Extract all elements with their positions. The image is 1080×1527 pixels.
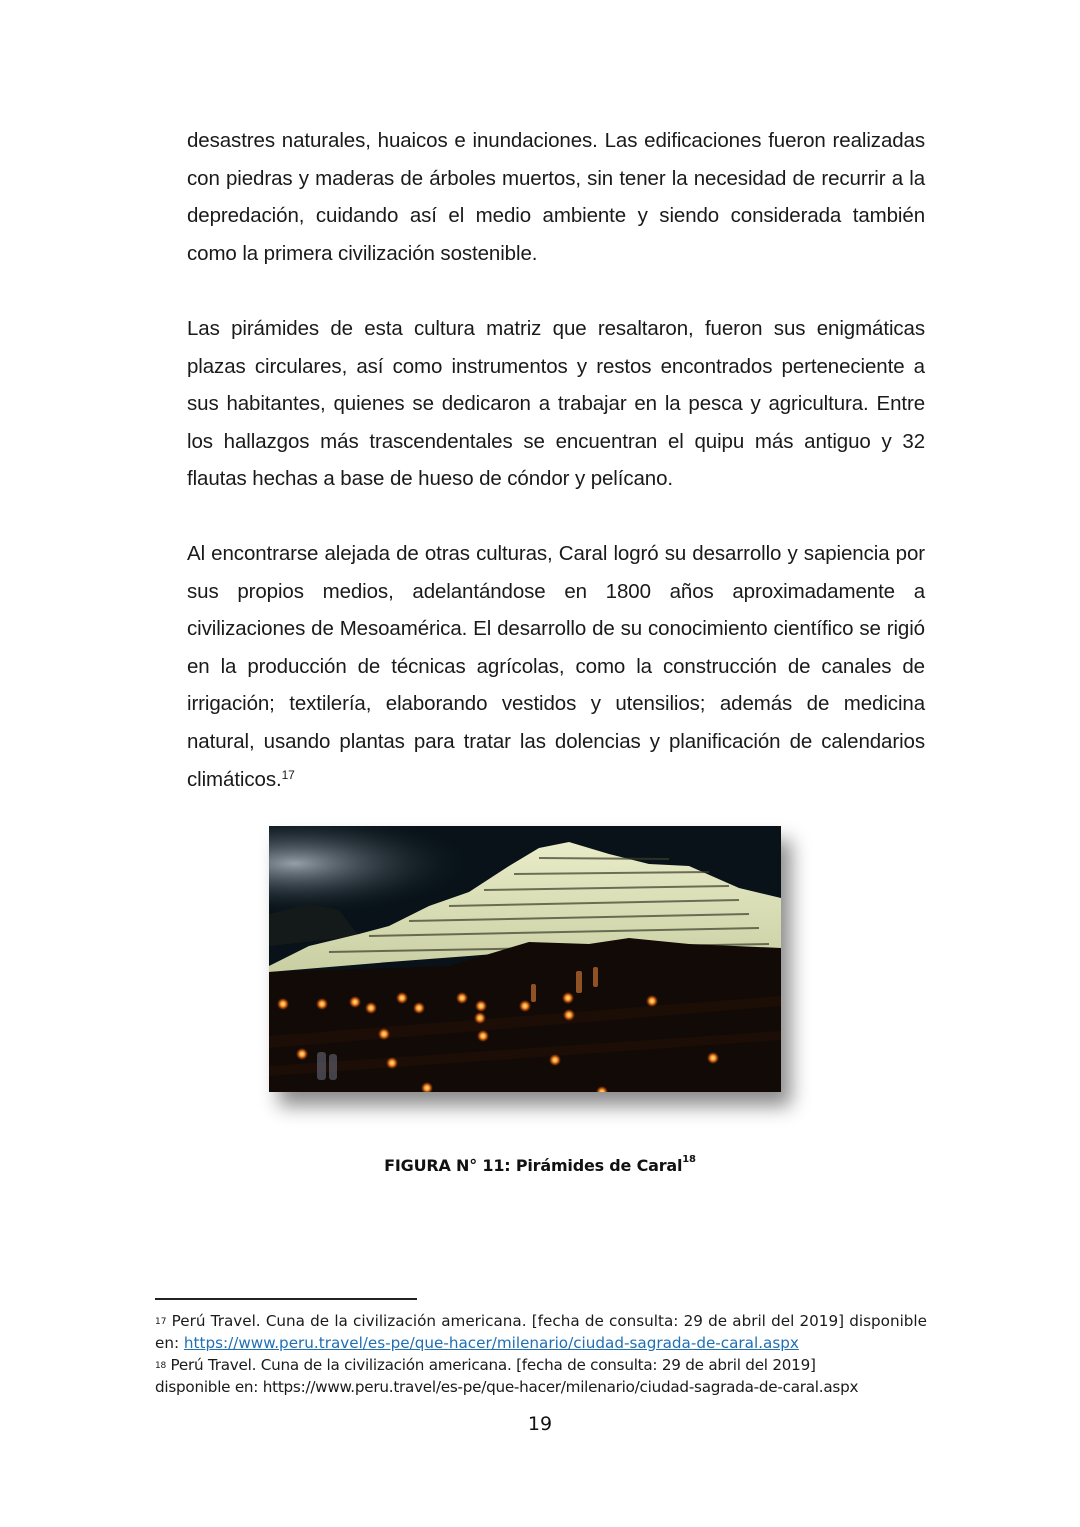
- paragraph-text: Las pirámides de esta cultura matriz que resaltaron, fueron sus enigmáticas plazas circulares, así como instrumentos y restos encontrados perteneciente a sus habitantes, quienes se dedicaron a trabajar en la pesca y agricultura. Entre los hallazgos más trascendentales se encuentran el quipu más antiguo y 32 flautas hechas a base de hueso de cóndor y pelícano.: [187, 317, 925, 491]
- footnote-reference-18[interactable]: 18: [682, 1154, 696, 1165]
- caption-text: FIGURA N° 11: Pirámides de Caral: [384, 1156, 683, 1175]
- footnote-text: Perú Travel. Cuna de la civilización americana. [fecha de consulta: 29 de abril del 2019]: [170, 1356, 816, 1374]
- footnote-text: Perú Travel. Cuna de la civilización americana. [fecha de consulta: 29 de abril del 2019] disponible en:: [155, 1312, 927, 1352]
- footnote-link[interactable]: https://www.peru.travel/es-pe/que-hacer/milenario/ciudad-sagrada-de-caral.aspx: [183, 1334, 799, 1352]
- body-paragraph-2: [187, 310, 925, 498]
- footnote-reference-17[interactable]: 17: [281, 767, 295, 782]
- body-paragraph-3: [187, 535, 925, 798]
- page-number: 19: [527, 1413, 553, 1435]
- footnote-number: 18: [155, 1361, 166, 1371]
- paragraph-text: desastres naturales, huaicos e inundaciones. Las edificaciones fueron realizadas con piedras y maderas de árboles muertos, sin tener la necesidad de recurrir a la depredación, cuidando así el medio ambiente y siendo considerada también como la primera civilización sostenible.: [187, 129, 925, 265]
- figure-caption: [0, 1156, 1080, 1175]
- paragraph-text: Al encontrarse alejada de otras culturas, Caral logró su desarrollo y sapiencia por sus propios medios, adelantándose en 1800 años aproximadamente a civilizaciones de Mesoamérica. El desarrollo de su conocimiento científico se rigió en la producción de técnicas agrícolas, como la construcción de canales de irrigación; textilería, elaborando vestidos y utensilios; además de medicina natural, usando plantas para tratar las dolencias y planificación de calendarios climáticos.: [187, 542, 925, 791]
- footnotes: [155, 1310, 927, 1398]
- footnote-text-url: disponible en: https://www.peru.travel/es-pe/que-hacer/milenario/ciudad-sagrada-de-caral.aspx: [155, 1378, 859, 1396]
- caral-pyramid-photo: [269, 826, 781, 1092]
- pyramid-night-image: [269, 826, 781, 1092]
- footnote-separator: [155, 1298, 417, 1300]
- footnote-number: 17: [155, 1317, 167, 1327]
- footnote-17: [155, 1310, 927, 1354]
- body-paragraph-1: [187, 122, 925, 272]
- figure-frame: [269, 826, 781, 1092]
- footnote-18: [155, 1354, 927, 1398]
